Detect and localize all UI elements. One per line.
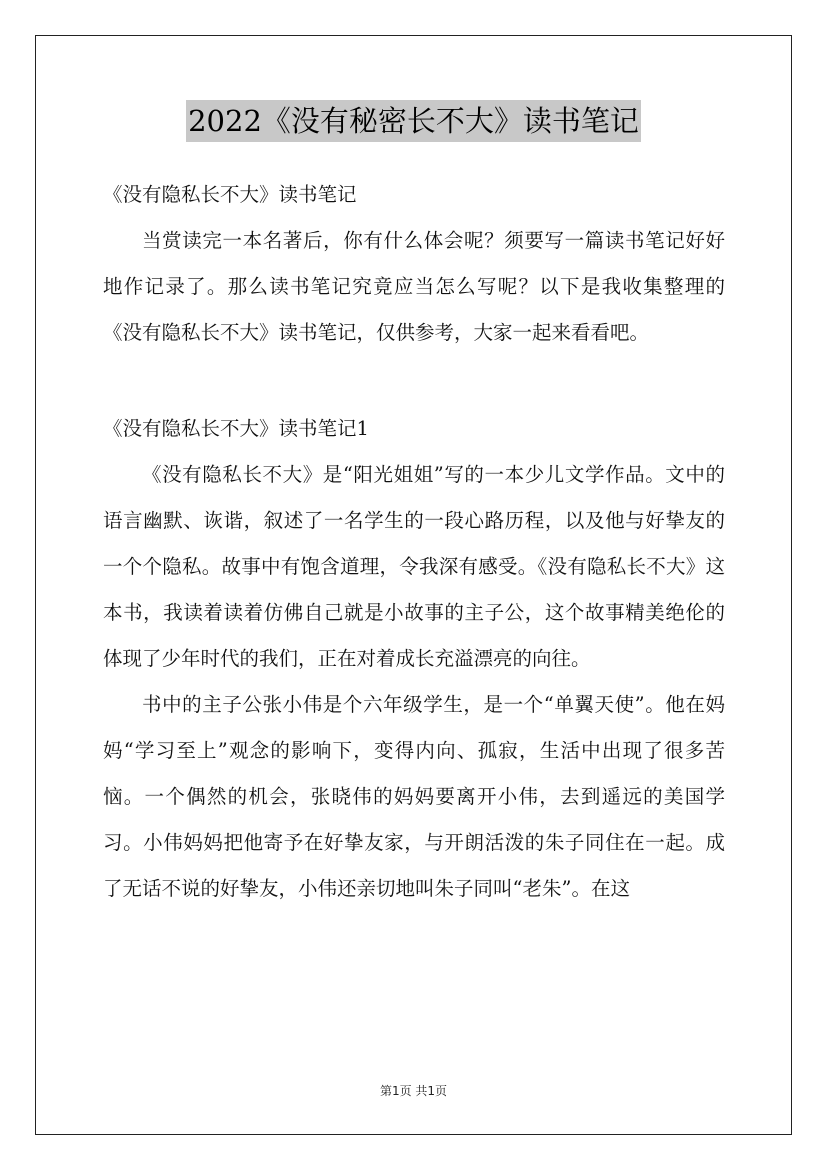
document-title: 2022《没有秘密长不大》读书笔记 xyxy=(186,100,641,142)
body-paragraph-2: 书中的主子公张小伟是个六年级学生，是一个“单翼天使”。他在妈妈“学习至上”观念的影响下，变得内向、孤寂，生活中出现了很多苦恼。一个偶然的机会，张晓伟的妈妈要离开小伟，去到遥远的美国学习。小伟妈妈把他寄予在好挚友家，与开朗活泼的朱子同住在一起。成了无话不说的好挚友，小伟还亲切地叫朱子同叫“老朱”。在这 xyxy=(103,693,725,900)
document-body xyxy=(103,172,725,912)
subheading-note-1: 《没有隐私长不大》读书笔记1 xyxy=(103,417,369,440)
section-spacer xyxy=(103,356,725,406)
page-footer: 第1页 共1页 xyxy=(379,1084,448,1098)
title-container xyxy=(0,100,827,142)
intro-paragraph: 当赏读完一本名著后，你有什么体会呢？须要写一篇读书笔记好好地作记录了。那么读书笔记究竟应当怎么写呢？以下是我收集整理的《没有隐私长不大》读书笔记，仅供参考，大家一起来看看吧。 xyxy=(103,229,725,344)
subheading-intro: 《没有隐私长不大》读书笔记 xyxy=(103,183,357,206)
body-paragraph-1: 《没有隐私长不大》是“阳光姐姐”写的一本少儿文学作品。文中的语言幽默、诙谐，叙述了一名学生的一段心路历程，以及他与好挚友的一个个隐私。故事中有饱含道理，令我深有感受。《没有隐私长不大》这本书，我读着读着仿佛自己就是小故事的主子公，这个故事精美绝伦的体现了少年时代的我们，正在对着成长充溢漂亮的向往。 xyxy=(103,463,725,670)
